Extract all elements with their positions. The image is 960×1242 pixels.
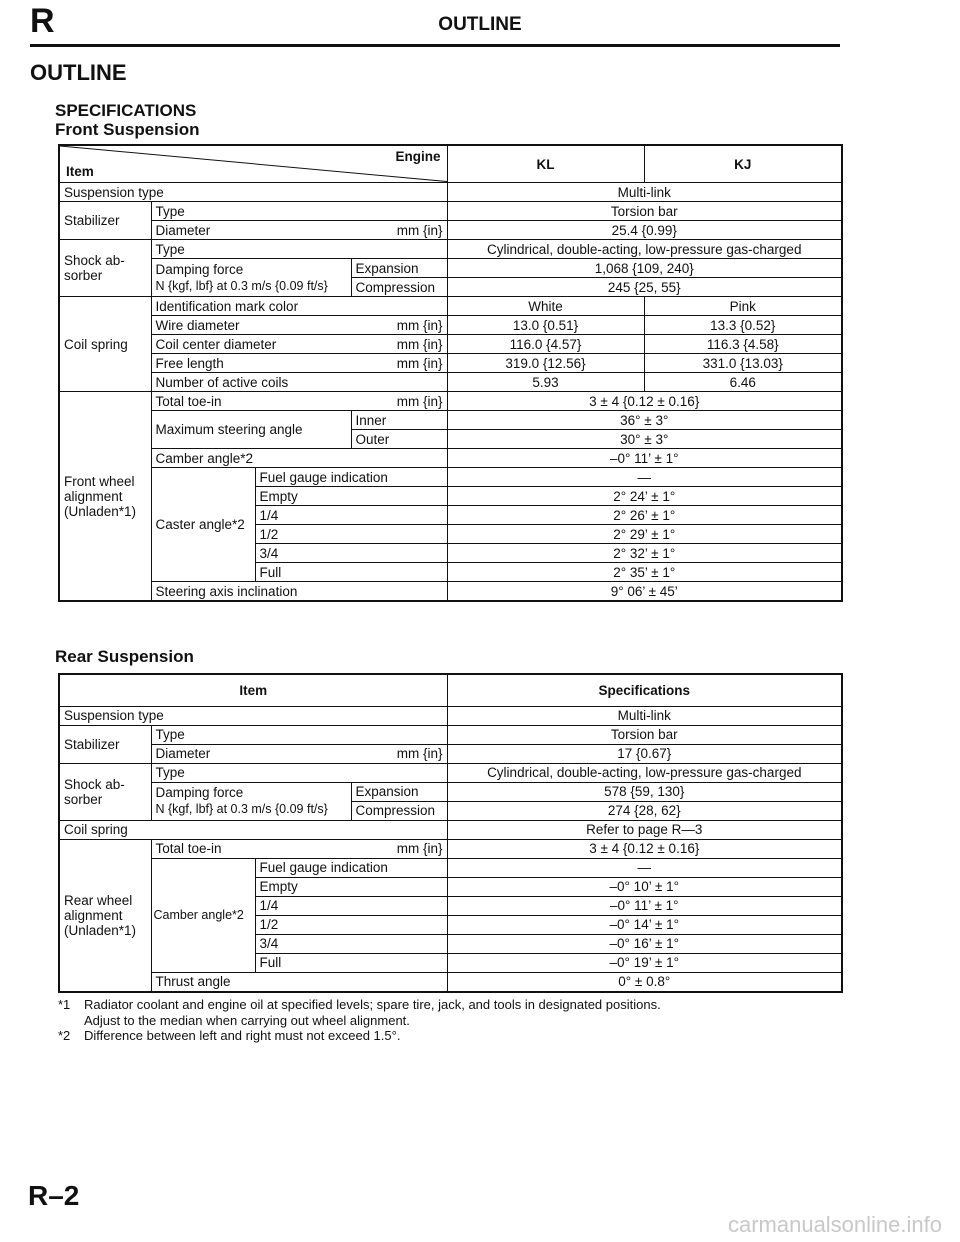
fuel-gauge-label: Fuel gauge indication [255,468,447,487]
camber-empty-value: –0° 10’ ± 1° [447,877,842,896]
specifications-heading: SPECIFICATIONS [55,101,197,120]
header-rule [30,44,840,47]
stabilizer-type-label: Type [151,202,447,221]
suspension-type-label: Suspension type [59,706,447,725]
front-wheel-alignment-label: Front wheel alignment (Unladen*1) [59,392,151,602]
header-item: Item [66,164,94,179]
stabilizer-diameter-value: 25.4 {0.99} [447,221,842,240]
id-mark-color-label: Identification mark color [151,297,447,316]
camber-half-label: 1/2 [255,915,447,934]
page-number: R–2 [28,1180,80,1211]
fuel-gauge-value: — [447,858,842,877]
damping-force-label: Damping force N {kgf, lbf} at 0.3 m/s {0.09 ft/s} [151,259,351,297]
suspension-type-value: Multi-link [447,183,842,202]
footnote-1-mark: *1 [58,997,71,1012]
wire-diameter-kl: 13.0 {0.51} [447,316,644,335]
max-steering-angle-label: Maximum steering angle [151,411,351,449]
free-length-kl: 319.0 {12.56} [447,354,644,373]
rear-suspension-heading: Rear Suspension [55,647,194,666]
total-toe-in-label: Total toe-in mm {in} [151,839,447,858]
total-toe-in-value: 3 ± 4 {0.12 ± 0.16} [447,392,842,411]
section-letter: R [30,2,55,40]
unit: mm {in} [396,746,443,761]
engine-item-header [59,145,447,183]
caster-half-label: 1/2 [255,525,447,544]
header-kl: KL [447,145,644,183]
camber-quarter-value: –0° 11’ ± 1° [447,896,842,915]
footnote-1-text-2: Adjust to the median when carrying out wheel alignment. [84,1012,410,1028]
stabilizer-diameter-label: Diameter mm {in} [151,744,447,763]
unit: mm {in} [396,841,443,856]
shock-absorber-label: Shock ab- sorber [59,763,151,820]
unit: mm {in} [396,336,443,352]
watermark: carmanualsonline.info [727,1212,942,1237]
footnote-1 [58,997,661,1028]
camber-half-value: –0° 14’ ± 1° [447,915,842,934]
footnote-2-text: Difference between left and right must not exceed 1.5°. [84,1028,401,1043]
compression-label: Compression [351,278,447,297]
caster-full-label: Full [255,563,447,582]
suspension-type-value: Multi-link [447,706,842,725]
outer-value: 30° ± 3° [447,430,842,449]
stabilizer-type-value: Torsion bar [447,725,842,744]
camber-three-quarter-label: 3/4 [255,934,447,953]
footnote-2-mark: *2 [58,1028,71,1043]
shock-type-value: Cylindrical, double-acting, low-pressure gas-charged [447,240,842,259]
shock-absorber-label: Shock ab- sorber [59,240,151,297]
coil-center-diameter-kj: 116.3 {4.58} [644,335,842,354]
footnote-2 [58,1028,661,1044]
caster-quarter-label: 1/4 [255,506,447,525]
damping-unit: N {kgf, lbf} at 0.3 m/s {0.09 ft/s} [155,278,328,293]
steering-axis-inclination-value: 9° 06’ ± 45’ [447,582,842,602]
caster-empty-label: Empty [255,487,447,506]
stabilizer-label: Stabilizer [59,725,151,763]
free-length-label: Free length mm {in} [151,354,447,373]
active-coils-label: Number of active coils [151,373,447,392]
unit: mm {in} [396,393,443,409]
expansion-label: Expansion [351,782,447,801]
caster-half-value: 2° 29’ ± 1° [447,525,842,544]
front-suspension-table [58,144,843,602]
camber-angle-label: Camber angle*2 [151,858,255,972]
thrust-angle-value: 0° ± 0.8° [447,972,842,992]
unit: mm {in} [396,355,443,371]
page-header-title: OUTLINE [438,14,522,35]
stabilizer-type-value: Torsion bar [447,202,842,221]
front-suspension-heading: Front Suspension [55,120,200,139]
coil-spring-value: Refer to page R—3 [447,820,842,839]
damping-unit: N {kgf, lbf} at 0.3 m/s {0.09 ft/s} [155,802,328,816]
thrust-angle-label: Thrust angle [151,972,447,992]
compression-label: Compression [351,801,447,820]
expansion-value: 578 {59, 130} [447,782,842,801]
caster-three-quarter-value: 2° 32’ ± 1° [447,544,842,563]
header-diagonal [60,146,447,182]
camber-full-label: Full [255,953,447,972]
outer-label: Outer [351,430,447,449]
stabilizer-label: Stabilizer [59,202,151,240]
coil-center-diameter-label: Coil center diameter mm {in} [151,335,447,354]
coil-spring-label: Coil spring [59,297,151,392]
wire-diameter-kj: 13.3 {0.52} [644,316,842,335]
unit: mm {in} [396,222,443,238]
unit: mm {in} [396,317,443,333]
expansion-value: 1,068 {109, 240} [447,259,842,278]
caster-empty-value: 2° 24’ ± 1° [447,487,842,506]
compression-value: 274 {28, 62} [447,801,842,820]
shock-type-value: Cylindrical, double-acting, low-pressure gas-charged [447,763,842,782]
fuel-gauge-value: — [447,468,842,487]
active-coils-kj: 6.46 [644,373,842,392]
header-kj: KJ [644,145,842,183]
inner-label: Inner [351,411,447,430]
camber-full-value: –0° 19’ ± 1° [447,953,842,972]
stabilizer-diameter-label: Diameter mm {in} [151,221,447,240]
inner-value: 36° ± 3° [447,411,842,430]
camber-angle-value: –0° 11’ ± 1° [447,449,842,468]
caster-full-value: 2° 35’ ± 1° [447,563,842,582]
stabilizer-type-label: Type [151,725,447,744]
camber-quarter-label: 1/4 [255,896,447,915]
id-mark-kj: Pink [644,297,842,316]
coil-center-diameter-kl: 116.0 {4.57} [447,335,644,354]
camber-angle-label: Camber angle*2 [151,449,447,468]
total-toe-in-value: 3 ± 4 {0.12 ± 0.16} [447,839,842,858]
caster-angle-label: Caster angle*2 [151,468,255,582]
active-coils-kl: 5.93 [447,373,644,392]
header-engine: Engine [395,149,441,164]
coil-spring-label: Coil spring [59,820,447,839]
shock-type-label: Type [151,763,447,782]
caster-three-quarter-label: 3/4 [255,544,447,563]
compression-value: 245 {25, 55} [447,278,842,297]
stabilizer-diameter-value: 17 {0.67} [447,744,842,763]
total-toe-in-label: Total toe-in mm {in} [151,392,447,411]
free-length-kj: 331.0 {13.03} [644,354,842,373]
shock-type-label: Type [151,240,447,259]
camber-empty-label: Empty [255,877,447,896]
steering-axis-inclination-label: Steering axis inclination [151,582,447,602]
footnote-1-text: Radiator coolant and engine oil at specified levels; spare tire, jack, and tools in designated positions. [84,997,661,1012]
expansion-label: Expansion [351,259,447,278]
header-item: Item [59,674,447,706]
caster-quarter-value: 2° 26’ ± 1° [447,506,842,525]
rear-wheel-alignment-label: Rear wheel alignment (Unladen*1) [59,839,151,992]
suspension-type-label: Suspension type [59,183,447,202]
header-specifications: Specifications [447,674,842,706]
rear-suspension-table [58,673,843,993]
id-mark-kl: White [447,297,644,316]
damping-force-label: Damping force N {kgf, lbf} at 0.3 m/s {0.09 ft/s} [151,782,351,820]
page-title: OUTLINE [30,60,127,85]
footnotes [58,997,661,1044]
wire-diameter-label: Wire diameter mm {in} [151,316,447,335]
fuel-gauge-label: Fuel gauge indication [255,858,447,877]
camber-three-quarter-value: –0° 16’ ± 1° [447,934,842,953]
